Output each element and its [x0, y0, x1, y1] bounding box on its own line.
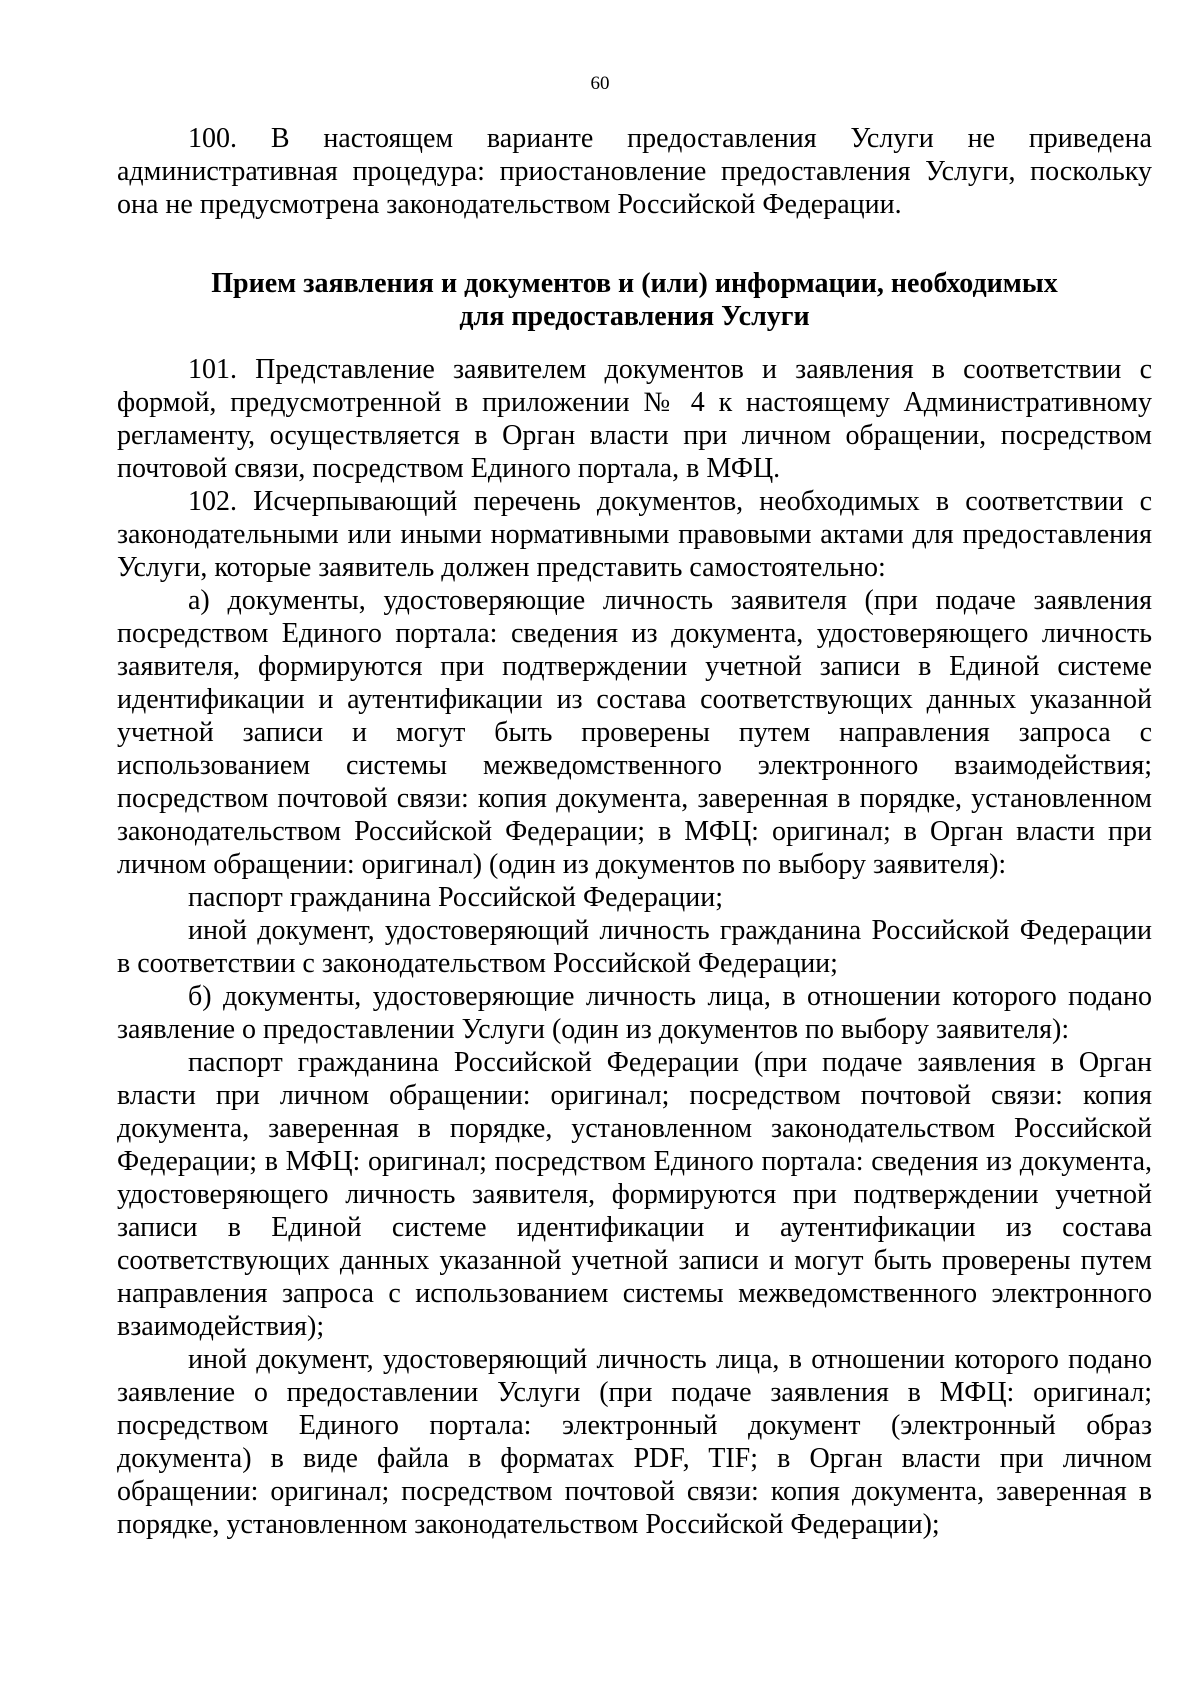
page-number: 60 [590, 73, 610, 94]
paragraph-102-a: а) документы, удостоверяющие личность заявителя (при подаче заявления посредством Единого портала: сведения из документа, удостоверяющего личность заявителя, формируются при подтверждении учетной записи в Единой системе идентификации и аутентификации из состава соответствующих данных указанной учетной записи и могут быть проверены путем направления запроса с использованием системы межведомственного электронного взаимодействия; посредством почтовой связи: копия документа, заверенная в порядке, установленном законодательством Российской Федерации; в МФЦ: оригинал; в Орган власти при личном обращении: оригинал) (один из документов по выбору заявителя): [117, 585, 1152, 880]
paragraph-102-b: б) документы, удостоверяющие личность лица, в отношении которого подано заявление о предоставлении Услуги (один из документов по выбору заявителя): [117, 981, 1152, 1045]
paragraph-other-document: иной документ, удостоверяющий личность гражданина Российской Федерации в соответствии с законодательством Российской Федерации; [117, 915, 1152, 979]
paragraph-102: 102. Исчерпывающий перечень документов, необходимых в соответствии с законодательными или иными нормативными правовыми актами для предоставления Услуги, которые заявитель должен представить самостоятельно: [117, 486, 1152, 583]
paragraph-other-document-person: иной документ, удостоверяющий личность лица, в отношении которого подано заявление о предоставлении Услуги (при подаче заявления в МФЦ: оригинал; посредством Единого портала: электронный документ (электронный образ документа) в виде файла в форматах PDF, TIF; в Орган власти при личном обращении: оригинал; посредством почтовой связи: копия документа, заверенная в порядке, установленном законодательством Российской Федерации); [117, 1344, 1152, 1540]
section-heading: Прием заявления и документов и (или) информации, необходимых для предоставления Услуги [211, 268, 1058, 332]
paragraph-passport-rf: паспорт гражданина Российской Федерации; [188, 882, 724, 913]
paragraph-101: 101. Представление заявителем документов и заявления в соответствии с формой, предусмотренной в приложении № 4 к настоящему Административному регламенту, осуществляется в Орган власти при личном обращении, посредством почтовой связи, посредством Единого портала, в МФЦ. [117, 354, 1152, 484]
document-body [117, 122, 1152, 1541]
paragraph-100: 100. В настоящем варианте предоставления Услуги не приведена административная процедура: приостановление предоставления Услуги, поскольку она не предусмотрена законодательством Российской Федерации. [117, 123, 1152, 220]
paragraph-passport-person: паспорт гражданина Российской Федерации (при подаче заявления в Орган власти при личном обращении: оригинал; посредством почтовой связи: копия документа, заверенная в порядке, установленном законодательством Российской Федерации; в МФЦ: оригинал; посредством Единого портала: сведения из документа, удостоверяющего личность заявителя, формируются при подтверждении учетной записи в Единой системе идентификации и аутентификации из состава соответствующих данных указанной учетной записи и могут быть проверены путем направления запроса с использованием системы межведомственного электронного взаимодействия); [117, 1047, 1152, 1342]
